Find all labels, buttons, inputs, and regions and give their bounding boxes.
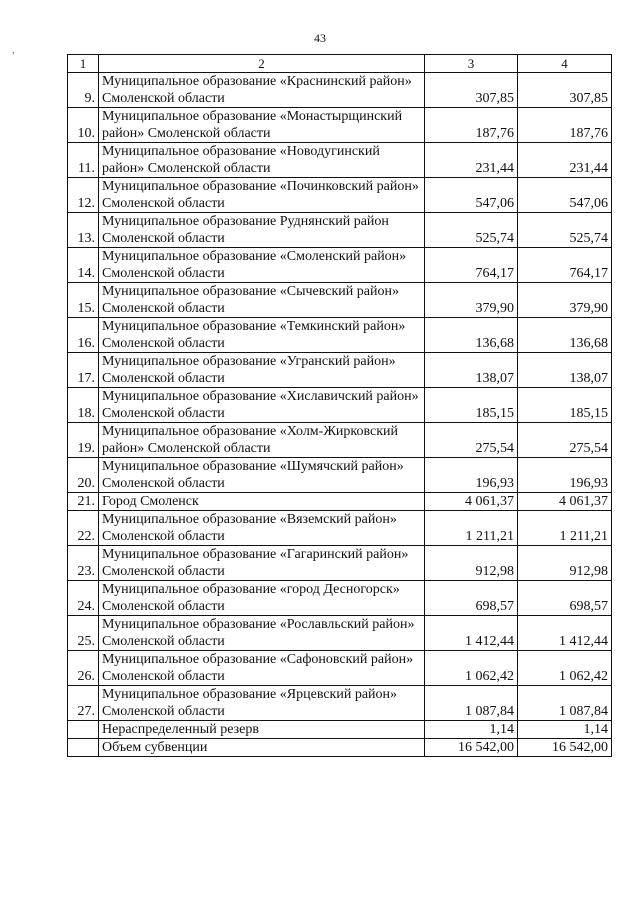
value-col3: 1 412,44: [425, 616, 518, 651]
value-col3: 379,90: [425, 283, 518, 318]
table-row: [68, 178, 612, 213]
municipality-name: Муниципальное образование «Ярцевский район» Смоленской области: [99, 686, 425, 721]
column-header-3: 3: [425, 55, 518, 73]
value-col4: 307,85: [518, 73, 612, 108]
row-number: 10.: [68, 108, 99, 143]
value-col4: 16 542,00: [518, 739, 612, 757]
value-col4: 1 062,42: [518, 651, 612, 686]
row-number: 27.: [68, 686, 99, 721]
table-row: [68, 493, 612, 511]
value-col3: 1 062,42: [425, 651, 518, 686]
value-col4: 547,06: [518, 178, 612, 213]
value-col3: 1 087,84: [425, 686, 518, 721]
value-col4: 912,98: [518, 546, 612, 581]
municipality-name: Муниципальное образование «Вяземский район» Смоленской области: [99, 511, 425, 546]
table-body: [68, 73, 612, 757]
table-row: [68, 283, 612, 318]
value-col4: 525,74: [518, 213, 612, 248]
page-number: 43: [314, 31, 326, 45]
table-row: [68, 721, 612, 739]
row-number: 15.: [68, 283, 99, 318]
row-number: 22.: [68, 511, 99, 546]
value-col3: 136,68: [425, 318, 518, 353]
value-col4: 764,17: [518, 248, 612, 283]
row-number: [68, 721, 99, 739]
value-col4: 196,93: [518, 458, 612, 493]
value-col4: 1 412,44: [518, 616, 612, 651]
table-row: [68, 739, 612, 757]
municipality-name: Муниципальное образование «город Десногорск» Смоленской области: [99, 581, 425, 616]
table-row: [68, 213, 612, 248]
table-row: [68, 458, 612, 493]
municipality-name: Город Смоленск: [99, 493, 425, 511]
table-row: [68, 248, 612, 283]
municipality-name: Муниципальное образование «Монастырщинский район» Смоленской области: [99, 108, 425, 143]
table-row: [68, 73, 612, 108]
table-header-row: [68, 55, 612, 73]
subvention-table: [67, 54, 612, 757]
municipality-name: Муниципальное образование «Темкинский район» Смоленской области: [99, 318, 425, 353]
table-row: [68, 581, 612, 616]
row-number: 19.: [68, 423, 99, 458]
table-row: [68, 108, 612, 143]
row-number: 17.: [68, 353, 99, 388]
scan-mark: ,: [12, 45, 15, 56]
municipality-name: Муниципальное образование «Починковский район» Смоленской области: [99, 178, 425, 213]
row-number: 18.: [68, 388, 99, 423]
value-col3: 525,74: [425, 213, 518, 248]
row-number: 12.: [68, 178, 99, 213]
table-row: [68, 616, 612, 651]
municipality-name: Муниципальное образование Руднянский район Смоленской области: [99, 213, 425, 248]
municipality-name: Муниципальное образование «Шумячский район» Смоленской области: [99, 458, 425, 493]
value-col4: 1 211,21: [518, 511, 612, 546]
column-header-1: 1: [68, 55, 99, 73]
table-row: [68, 143, 612, 178]
row-number: 9.: [68, 73, 99, 108]
municipality-name: Муниципальное образование «Сычевский район» Смоленской области: [99, 283, 425, 318]
row-number: [68, 739, 99, 757]
row-number: 14.: [68, 248, 99, 283]
table-row: [68, 651, 612, 686]
value-col4: 185,15: [518, 388, 612, 423]
municipality-name: Объем субвенции: [99, 739, 425, 757]
value-col3: 187,76: [425, 108, 518, 143]
table-row: [68, 318, 612, 353]
value-col4: 136,68: [518, 318, 612, 353]
value-col3: 16 542,00: [425, 739, 518, 757]
table-row: [68, 423, 612, 458]
value-col3: 698,57: [425, 581, 518, 616]
municipality-name: Муниципальное образование «Краснинский район» Смоленской области: [99, 73, 425, 108]
municipality-name: Муниципальное образование «Смоленский район» Смоленской области: [99, 248, 425, 283]
value-col3: 1 211,21: [425, 511, 518, 546]
municipality-name: Муниципальное образование «Угранский район» Смоленской области: [99, 353, 425, 388]
municipality-name: Муниципальное образование «Рославльский район» Смоленской области: [99, 616, 425, 651]
municipality-name: Муниципальное образование «Холм-Жирковский район» Смоленской области: [99, 423, 425, 458]
value-col3: 4 061,37: [425, 493, 518, 511]
municipality-name: Муниципальное образование «Хиславичский район» Смоленской области: [99, 388, 425, 423]
value-col3: 275,54: [425, 423, 518, 458]
municipality-name: Муниципальное образование «Сафоновский район» Смоленской области: [99, 651, 425, 686]
value-col3: 547,06: [425, 178, 518, 213]
value-col3: 138,07: [425, 353, 518, 388]
municipality-name: Нераспределенный резерв: [99, 721, 425, 739]
row-number: 11.: [68, 143, 99, 178]
value-col3: 912,98: [425, 546, 518, 581]
value-col4: 1 087,84: [518, 686, 612, 721]
value-col4: 379,90: [518, 283, 612, 318]
value-col4: 698,57: [518, 581, 612, 616]
value-col4: 187,76: [518, 108, 612, 143]
row-number: 26.: [68, 651, 99, 686]
municipality-name: Муниципальное образование «Гагаринский район» Смоленской области: [99, 546, 425, 581]
value-col4: 4 061,37: [518, 493, 612, 511]
value-col4: 138,07: [518, 353, 612, 388]
table-row: [68, 511, 612, 546]
value-col3: 185,15: [425, 388, 518, 423]
table-row: [68, 388, 612, 423]
value-col3: 196,93: [425, 458, 518, 493]
column-header-2: 2: [99, 55, 425, 73]
value-col4: 231,44: [518, 143, 612, 178]
table-row: [68, 686, 612, 721]
value-col3: 307,85: [425, 73, 518, 108]
value-col3: 764,17: [425, 248, 518, 283]
row-number: 13.: [68, 213, 99, 248]
table-row: [68, 546, 612, 581]
row-number: 16.: [68, 318, 99, 353]
row-number: 24.: [68, 581, 99, 616]
row-number: 21.: [68, 493, 99, 511]
row-number: 23.: [68, 546, 99, 581]
value-col3: 1,14: [425, 721, 518, 739]
row-number: 20.: [68, 458, 99, 493]
row-number: 25.: [68, 616, 99, 651]
column-header-4: 4: [518, 55, 612, 73]
value-col4: 1,14: [518, 721, 612, 739]
value-col3: 231,44: [425, 143, 518, 178]
municipality-name: Муниципальное образование «Новодугинский район» Смоленской области: [99, 143, 425, 178]
table-row: [68, 353, 612, 388]
value-col4: 275,54: [518, 423, 612, 458]
